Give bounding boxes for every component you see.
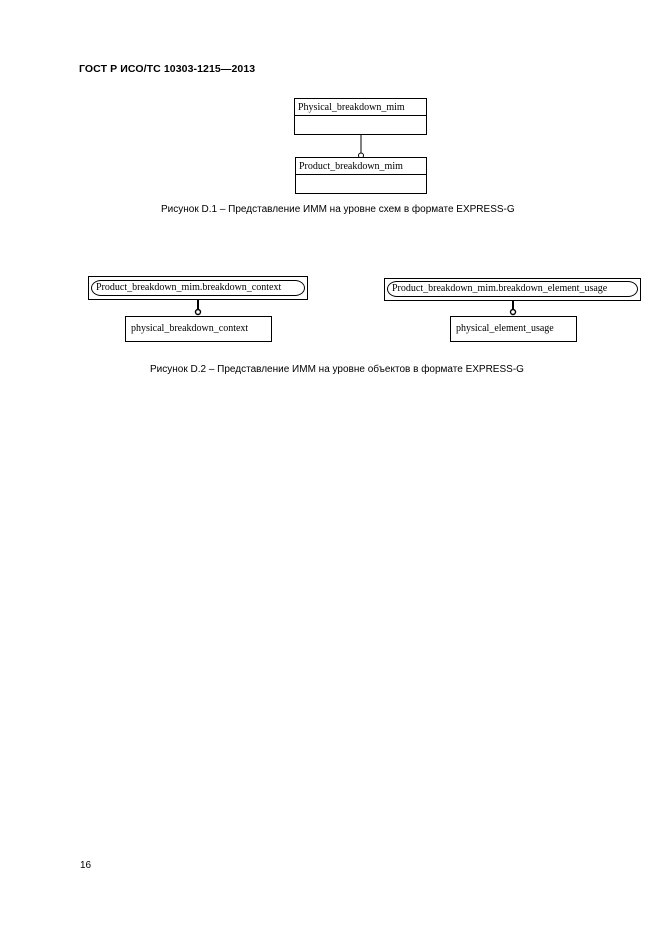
supertype-label: Product_breakdown_mim.breakdown_context (91, 280, 305, 296)
supertype-box-breakdown-context (88, 276, 308, 300)
schema-name: Product_breakdown_mim (296, 158, 426, 175)
figure-d1-caption: Рисунок D.1 – Представление ИММ на уровне схем в формате EXPRESS-G (161, 204, 515, 215)
document-header: ГОСТ Р ИСО/ТС 10303-1215—2013 (79, 63, 256, 75)
supertype-box-breakdown-element-usage (384, 278, 641, 301)
supertype-label: Product_breakdown_mim.breakdown_element_usage (387, 281, 638, 297)
subtype-label: physical_breakdown_context (131, 323, 249, 334)
page-number: 16 (80, 860, 92, 871)
subtype-box-physical-element-usage (450, 316, 577, 342)
subtype-box-physical-breakdown-context (125, 316, 272, 342)
subtype-label: physical_element_usage (456, 323, 554, 334)
schema-name: Physical_breakdown_mim (295, 99, 426, 116)
figure-d2-caption: Рисунок D.2 – Представление ИММ на уровне объектов в формате EXPRESS-G (150, 364, 524, 375)
